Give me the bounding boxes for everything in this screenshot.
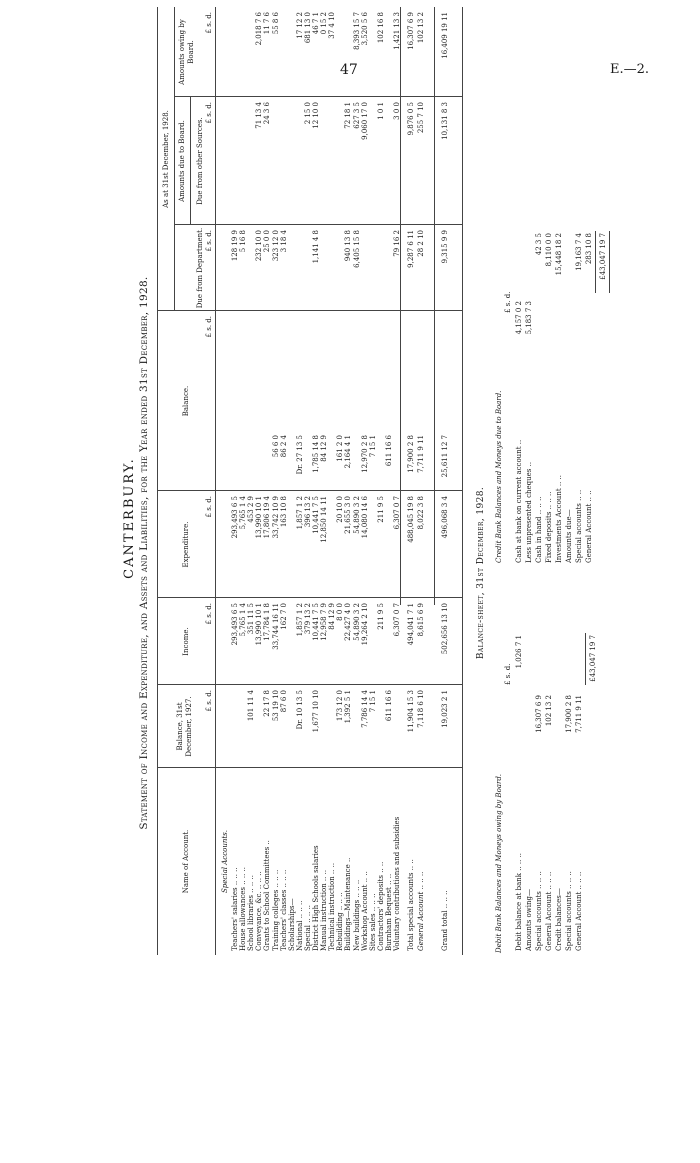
cell-other: 3 0 0 bbox=[393, 102, 401, 120]
lsd-bal27: £ s. d. bbox=[205, 690, 213, 712]
cell-dept: 128 19 9 bbox=[231, 230, 239, 262]
district-title: CANTERBURY. bbox=[122, 457, 137, 579]
cell-dept: 940 13 8 bbox=[344, 230, 353, 262]
cell-inc: 293,493 6 5 bbox=[231, 603, 239, 646]
cell-bal: 7,711 9 11 bbox=[417, 435, 425, 473]
cell-exp: 10,441 7 5 bbox=[312, 496, 320, 534]
row-label: Scholarships— bbox=[287, 898, 296, 951]
row-label: National .. .. .. bbox=[295, 900, 304, 951]
cell-bal27: 101 11 4 bbox=[247, 690, 256, 722]
cell-other: 12 10 0 bbox=[312, 102, 320, 129]
row-label: Manual instruction .. .. bbox=[320, 869, 329, 951]
row-label: Technical instruction .. .. bbox=[328, 862, 337, 951]
row-label: Grand total .. .. .. bbox=[441, 890, 449, 951]
cell-dept: 5 16 8 bbox=[239, 230, 248, 253]
cell-exp: 21,655 3 0 bbox=[344, 496, 353, 534]
special-accounts-heading: Special Accounts. bbox=[221, 830, 229, 893]
debit-grand-total: £43,047 19 7 bbox=[589, 635, 597, 682]
cell-bal: 17,900 2 8 bbox=[407, 435, 415, 473]
credit-amount: 5,183 7 3 bbox=[525, 301, 533, 335]
row-label: Burnham Bequest .. .. bbox=[384, 873, 393, 951]
credit-label: Amounts due— bbox=[565, 509, 573, 563]
cell-owing: 16,307 6 9 bbox=[407, 12, 415, 50]
cell-other: 10,131 8 3 bbox=[441, 102, 449, 140]
credit-total-col: 42 3 5 bbox=[535, 233, 543, 256]
cell-dept: 232 10 0 bbox=[255, 230, 264, 262]
cell-inc: 162 7 0 bbox=[279, 603, 288, 630]
credit-grand-total: £43,047 19 7 bbox=[599, 233, 607, 280]
lsd-expenditure: £ s. d. bbox=[205, 496, 213, 518]
sum-rule bbox=[609, 231, 610, 293]
header-balance-1927: Balance, 31st December, 1927. bbox=[176, 696, 193, 757]
cell-bal27: 11,904 15 3 bbox=[407, 690, 415, 733]
row-label: District High Schools salaries bbox=[312, 845, 320, 951]
cell-bal: 56 6 0 bbox=[271, 435, 280, 458]
header-balance: Balance. bbox=[182, 385, 190, 417]
cell-bal: 161 2 0 bbox=[336, 435, 345, 462]
cell-bal: Dr. 27 13 5 bbox=[295, 435, 304, 475]
row-label: Buildings—Maintenance .. bbox=[344, 857, 353, 951]
cell-exp: 396 13 2 bbox=[303, 496, 312, 528]
balance-sheet-title: Balance-sheet, 31st December, 1928. bbox=[476, 486, 486, 660]
cell-other: 71 13 4 bbox=[255, 102, 264, 129]
cell-dept: 323 12 0 bbox=[271, 230, 280, 262]
row-label: School libraries .. .. .. bbox=[247, 875, 256, 951]
row-label: New buildings .. .. .. bbox=[352, 879, 361, 951]
cell-other: 627 3 5 bbox=[352, 102, 361, 129]
debit-label: Debit balance at bank .. .. .. bbox=[515, 852, 523, 951]
cell-owing: 102 16 8 bbox=[376, 12, 385, 44]
cell-bal: 12,970 2 8 bbox=[360, 435, 369, 473]
table-bottom-rule bbox=[462, 7, 463, 955]
statement-title: Statement of Income and Expenditure, and Assets and Liabilities, for the Year ended 31st December, 1928. bbox=[138, 276, 150, 830]
cell-bal27: 53 19 10 bbox=[271, 690, 280, 722]
header-account: Name of Account. bbox=[182, 829, 190, 894]
lsd-owing: £ s. d. bbox=[205, 12, 213, 34]
cell-bal27: 87 6 0 bbox=[279, 690, 288, 713]
credit-total-col: 15,448 18 2 bbox=[555, 233, 563, 276]
cell-inc: 351 11 5 bbox=[247, 603, 256, 635]
debit-amount: 17,900 2 8 bbox=[565, 695, 573, 733]
cell-inc: 379 13 2 bbox=[303, 603, 312, 635]
cell-bal: 86 2 4 bbox=[279, 435, 288, 458]
header-as-at: As at 31st December, 1928. bbox=[162, 110, 170, 208]
cell-inc: 13,990 10 1 bbox=[255, 603, 264, 646]
cell-exp: 13,990 10 1 bbox=[255, 496, 264, 539]
header-due-department: Due from Department. bbox=[196, 227, 204, 309]
row-label: Rebuilding .. .. .. bbox=[336, 892, 345, 951]
col-rule-3 bbox=[157, 597, 462, 598]
header-expenditure: Expenditure. bbox=[182, 521, 190, 568]
cell-exp: 12,850 14 11 bbox=[320, 496, 329, 543]
cell-inc: 8,615 6 9 bbox=[417, 603, 425, 637]
cell-owing: 46 7 1 bbox=[312, 12, 320, 35]
cell-exp: 488,045 19 8 bbox=[407, 496, 415, 543]
cell-bal: 1,785 14 8 bbox=[312, 435, 320, 473]
cell-dept: 28 2 10 bbox=[417, 230, 425, 257]
cell-exp: 17,806 19 4 bbox=[263, 496, 272, 539]
cell-bal27: 22 17 8 bbox=[263, 690, 272, 717]
cell-owing: 55 8 6 bbox=[271, 12, 280, 35]
credit-total-col: 19,163 7 4 bbox=[575, 233, 583, 271]
cell-exp: 293,493 6 5 bbox=[231, 496, 239, 539]
as-at-rule bbox=[174, 7, 175, 311]
cell-bal27: 611 16 6 bbox=[384, 690, 393, 722]
credit-label: Investments Account .. .. bbox=[555, 475, 563, 563]
lsd-balance: £ s. d. bbox=[205, 316, 213, 338]
cell-other: 24 3 6 bbox=[263, 102, 272, 125]
debit-label: Credit balances— bbox=[555, 888, 563, 951]
cell-other: 1 0 1 bbox=[376, 102, 385, 120]
row-label: Teachers' salaries .. .. .. bbox=[231, 867, 239, 951]
header-due-other: Due from other Sources. bbox=[196, 117, 204, 205]
credit-heading: Credit Bank Balances and Moneys due to Board. bbox=[495, 390, 503, 563]
cell-inc: 10,441 7 5 bbox=[312, 603, 320, 641]
cell-exp: 5,765 1 4 bbox=[239, 496, 248, 530]
cell-exp: 54,890 3 2 bbox=[352, 496, 361, 534]
credit-lsd: £ s. d. bbox=[504, 291, 512, 313]
col-rule-2 bbox=[157, 684, 462, 685]
credit-total-col: 8,110 0 0 bbox=[545, 233, 553, 267]
cell-other: 9,876 0 5 bbox=[407, 102, 415, 136]
row-label: House allowances .. .. .. bbox=[239, 866, 248, 951]
cell-bal27: 7,118 6 10 bbox=[417, 690, 425, 728]
cell-owing: 681 13 0 bbox=[303, 12, 312, 44]
col-rule-4 bbox=[157, 490, 462, 491]
cell-exp: 1,857 1 2 bbox=[295, 496, 304, 530]
row-label: Workshop Account .. .. bbox=[360, 871, 369, 951]
debit-label: Special accounts .. .. .. bbox=[565, 871, 573, 951]
cell-bal27: 7 15 1 bbox=[368, 690, 377, 713]
credit-label: General Account .. .. bbox=[585, 490, 593, 563]
page-number: 47 bbox=[340, 62, 358, 78]
cell-owing: 16,409 19 11 bbox=[441, 12, 449, 59]
cell-inc: 211 9 5 bbox=[376, 603, 385, 630]
cell-inc: 17,784 1 8 bbox=[263, 603, 272, 641]
cell-exp: 211 9 5 bbox=[376, 496, 385, 523]
cell-inc: 1,857 1 2 bbox=[295, 603, 304, 637]
cell-owing: 17 12 2 bbox=[295, 12, 304, 39]
cell-dept: 79 16 2 bbox=[393, 230, 401, 257]
cell-dept: 6,405 15 8 bbox=[352, 230, 361, 268]
amounts-due-rule bbox=[190, 97, 191, 225]
cell-dept: 1,141 4 8 bbox=[312, 230, 320, 264]
credit-label: Cash at bank on current account .. bbox=[515, 439, 523, 563]
cell-other: 2 15 0 bbox=[303, 102, 312, 125]
cell-exp: 163 10 8 bbox=[279, 496, 288, 528]
debit-label: General Account .. .. .. bbox=[575, 871, 583, 951]
cell-exp: 33,742 10 9 bbox=[271, 496, 280, 539]
cell-other: 255 7 10 bbox=[417, 102, 425, 134]
row-label: General Account .. .. .. bbox=[417, 871, 425, 951]
debit-amount: 7,711 9 11 bbox=[575, 695, 583, 733]
cell-bal27: 173 12 0 bbox=[336, 690, 345, 722]
debit-total-col: 1,026 7 1 bbox=[515, 635, 523, 669]
debit-lsd: £ s. d. bbox=[504, 663, 512, 685]
cell-inc: 502,656 13 10 bbox=[441, 603, 449, 655]
credit-label: Less unpresented cheques .. bbox=[525, 461, 533, 563]
table-top-rule bbox=[157, 7, 158, 955]
cell-exp: 496,068 3 4 bbox=[441, 496, 449, 539]
sum-rule bbox=[595, 231, 596, 293]
cell-bal: 84 12 9 bbox=[320, 435, 329, 462]
header-income: Income. bbox=[182, 627, 190, 656]
cell-inc: 33,744 16 11 bbox=[271, 603, 280, 650]
cell-dept: 25 0 0 bbox=[263, 230, 272, 253]
cell-owing: 102 13 2 bbox=[417, 12, 425, 44]
cell-exp: 6,307 0 7 bbox=[393, 496, 401, 530]
cell-other: 9,060 17 0 bbox=[360, 102, 369, 140]
debit-label: General Account .. .. .. bbox=[545, 871, 553, 951]
cell-bal27: 1,677 10 10 bbox=[312, 690, 320, 733]
col-rule-7 bbox=[174, 96, 462, 97]
cell-other: 72 18 1 bbox=[344, 102, 353, 129]
cell-exp: 20 10 0 bbox=[336, 496, 345, 523]
credit-label: Special accounts .. .. bbox=[575, 489, 583, 563]
header-amounts-owing: Amounts owing by Board. bbox=[178, 19, 195, 85]
sum-rule bbox=[585, 633, 586, 685]
cell-bal27: 1,392 5 1 bbox=[344, 690, 353, 724]
row-label: Contractors' deposits .. .. bbox=[376, 861, 385, 951]
cell-inc: 6,307 0 7 bbox=[393, 603, 401, 637]
row-label: Voluntary contributions and subsidies bbox=[393, 816, 401, 951]
col-rule-1 bbox=[157, 767, 462, 768]
cell-dept: 9,315 9 9 bbox=[441, 230, 449, 264]
cell-owing: 2,018 7 6 bbox=[255, 12, 264, 46]
row-label: Sites sales .. .. .. bbox=[368, 893, 377, 951]
row-label: Training colleges .. .. .. bbox=[271, 869, 280, 951]
page-reference: E.—2. bbox=[610, 62, 650, 77]
row-label: Conveyance, &c. .. .. .. bbox=[255, 871, 264, 951]
cell-owing: 11 7 6 bbox=[263, 12, 272, 35]
cell-exp: 8,022 3 8 bbox=[417, 496, 425, 530]
cell-bal27: Dr. 10 13 5 bbox=[295, 690, 304, 730]
cell-owing: 3,520 5 6 bbox=[360, 12, 369, 46]
col-rule-6 bbox=[174, 224, 462, 225]
header-amounts-due: Amounts due to Board. bbox=[178, 120, 186, 202]
cell-dept: 9,287 6 11 bbox=[407, 230, 415, 268]
credit-amount: 4,157 0 2 bbox=[515, 301, 523, 335]
cell-inc: 12,958 7 9 bbox=[320, 603, 329, 641]
credit-label: Fixed deposits .. .. .. bbox=[545, 491, 553, 563]
table-header-rule bbox=[215, 7, 216, 955]
cell-owing: 8,393 15 7 bbox=[352, 12, 361, 50]
cell-owing: 0 15 2 bbox=[320, 12, 329, 35]
cell-bal27: 19,023 2 1 bbox=[441, 690, 449, 728]
row-label: Teachers' classes .. .. .. bbox=[279, 869, 288, 951]
cell-owing: 1,421 13 3 bbox=[393, 12, 401, 50]
cell-bal27: 7,786 14 4 bbox=[360, 690, 369, 728]
row-label: Special .. .. .. bbox=[303, 904, 312, 951]
cell-inc: 54,890 3 2 bbox=[352, 603, 361, 641]
debit-amount: 16,307 6 9 bbox=[535, 695, 543, 733]
cell-exp: 453 2 9 bbox=[247, 496, 256, 523]
debit-label: Special accounts .. .. .. bbox=[535, 871, 543, 951]
row-label: Grants to School Committees .. bbox=[263, 840, 272, 951]
cell-dept: 3 18 4 bbox=[279, 230, 288, 253]
cell-bal: 25,611 12 7 bbox=[441, 435, 449, 478]
cell-inc: 8 0 0 bbox=[336, 603, 345, 621]
debit-amount: 102 13 2 bbox=[545, 695, 553, 727]
cell-inc: 22,427 4 0 bbox=[344, 603, 353, 641]
debit-heading: Debit Bank Balances and Moneys owing by Board. bbox=[495, 773, 503, 953]
lsd-income: £ s. d. bbox=[205, 603, 213, 625]
lsd-dept: £ s. d. bbox=[205, 230, 213, 252]
debit-label: Amounts owing— bbox=[525, 889, 533, 951]
cell-bal: 2,164 4 1 bbox=[344, 435, 353, 469]
credit-total-col: 283 10 8 bbox=[585, 233, 593, 265]
cell-inc: 84 12 9 bbox=[328, 603, 337, 630]
cell-bal: 7 15 1 bbox=[368, 435, 377, 458]
cell-owing: 37 4 10 bbox=[328, 12, 337, 39]
cell-inc: 19,264 2 10 bbox=[360, 603, 369, 646]
lsd-other: £ s. d. bbox=[205, 102, 213, 124]
cell-inc: 5,765 1 4 bbox=[239, 603, 248, 637]
cell-inc: 494,041 7 1 bbox=[407, 603, 415, 646]
cell-bal: 611 16 6 bbox=[384, 435, 393, 467]
cell-exp: 14,080 14 6 bbox=[360, 496, 369, 539]
credit-label: Cash in hand .. .. .. bbox=[535, 496, 543, 563]
row-label: Total special accounts .. .. bbox=[407, 859, 415, 951]
